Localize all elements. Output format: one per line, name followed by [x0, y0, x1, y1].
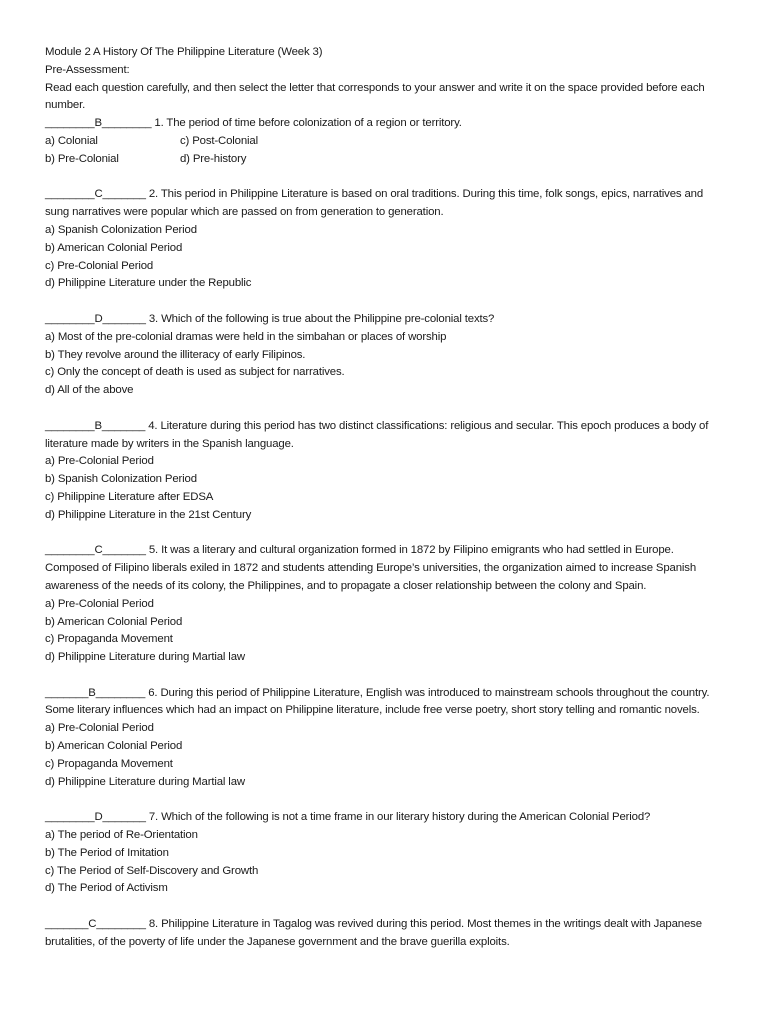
question-stem: ________C_______ 2. This period in Philippine Literature is based on oral traditions. During this time, folk songs, epics, narratives and sung narratives were popular which are passed on from generation to generation. — [45, 188, 704, 219]
option-b: b) Spanish Colonization Period — [45, 473, 197, 486]
option-b: b) American Colonial Period — [45, 241, 183, 254]
question-stem: ________D_______ 7. Which of the following is not a time frame in our literary history during the American Colonial Period? — [45, 811, 651, 824]
option-c: c) Only the concept of death is used as subject for narratives. — [45, 366, 345, 379]
option-d: d) Philippine Literature during Martial law — [45, 775, 245, 788]
option-c: c) The Period of Self-Discovery and Growth — [45, 864, 259, 877]
option-c: c) Propaganda Movement — [45, 757, 173, 770]
document-page — [45, 44, 725, 952]
question-7 — [45, 809, 725, 898]
option-b: b) Pre-Colonial — [45, 152, 119, 165]
section-heading: Pre-Assessment: — [45, 63, 130, 76]
question-3 — [45, 311, 725, 400]
option-a: a) Spanish Colonization Period — [45, 223, 197, 236]
option-c: c) Philippine Literature after EDSA — [45, 490, 214, 503]
question-stem: ________B________ 1. The period of time before colonization of a region or territory. — [45, 117, 462, 130]
document-header — [45, 44, 725, 115]
option-d: d) The Period of Activism — [45, 882, 168, 895]
option-a: a) Most of the pre-colonial dramas were held in the simbahan or places of worship — [45, 330, 447, 343]
option-d: d) Philippine Literature under the Republic — [45, 277, 252, 290]
question-2 — [45, 186, 725, 293]
module-title: Module 2 A History Of The Philippine Literature (Week 3) — [45, 46, 323, 58]
option-d: d) Pre-history — [180, 152, 247, 165]
question-8 — [45, 916, 725, 952]
option-b: b) The Period of Imitation — [45, 846, 169, 859]
option-d: d) All of the above — [45, 384, 134, 397]
question-6 — [45, 685, 725, 792]
option-a: a) Colonial — [45, 134, 98, 147]
option-c: c) Post-Colonial — [180, 134, 258, 147]
question-stem: ________C_______ 5. It was a literary and cultural organization formed in 1872 by Filipino emigrants who had settled in Europe. Composed of Filipino liberals exiled in 1872 and students attending Europe’s universities, the organization aimed to increase Spanish awareness of the needs of its colony, the Philippines, and to propagate a closer relationship between the colony and Spain. — [45, 544, 697, 592]
option-d: d) Philippine Literature in the 21st Century — [45, 508, 252, 521]
option-b: b) American Colonial Period — [45, 740, 183, 753]
option-a: a) Pre-Colonial Period — [45, 597, 154, 610]
question-stem: _______B________ 6. During this period of Philippine Literature, English was introduced to mainstream schools throughout the country. Some literary influences which had an impact on Philippine literature, include free verse poetry, short story telling and romantic novels. — [45, 686, 710, 717]
option-b: b) American Colonial Period — [45, 615, 183, 628]
option-c: c) Propaganda Movement — [45, 633, 173, 646]
option-c: c) Pre-Colonial Period — [45, 259, 154, 272]
question-1 — [45, 115, 725, 168]
option-d: d) Philippine Literature during Martial law — [45, 651, 245, 664]
option-a: a) The period of Re-Orientation — [45, 829, 198, 842]
option-a: a) Pre-Colonial Period — [45, 455, 154, 468]
option-a: a) Pre-Colonial Period — [45, 722, 154, 735]
question-stem: ________D_______ 3. Which of the following is true about the Philippine pre-colonial texts? — [45, 312, 495, 325]
options-grid — [45, 133, 725, 169]
question-stem: ________B_______ 4. Literature during this period has two distinct classifications: religious and secular. This epoch produces a body of literature made by writers in the Spanish language. — [45, 419, 709, 450]
instructions: Read each question carefully, and then select the letter that corresponds to your answer and write it on the space provided before each number. — [45, 81, 708, 112]
question-5 — [45, 542, 725, 667]
option-b: b) They revolve around the illiteracy of early Filipinos. — [45, 348, 306, 361]
question-4 — [45, 418, 725, 525]
question-stem: _______C________ 8. Philippine Literature in Tagalog was revived during this period. Most themes in the writings dealt with Japanese brutalities, of the poverty of life under the Japanese government and the brave guerilla exploits. — [45, 918, 702, 948]
